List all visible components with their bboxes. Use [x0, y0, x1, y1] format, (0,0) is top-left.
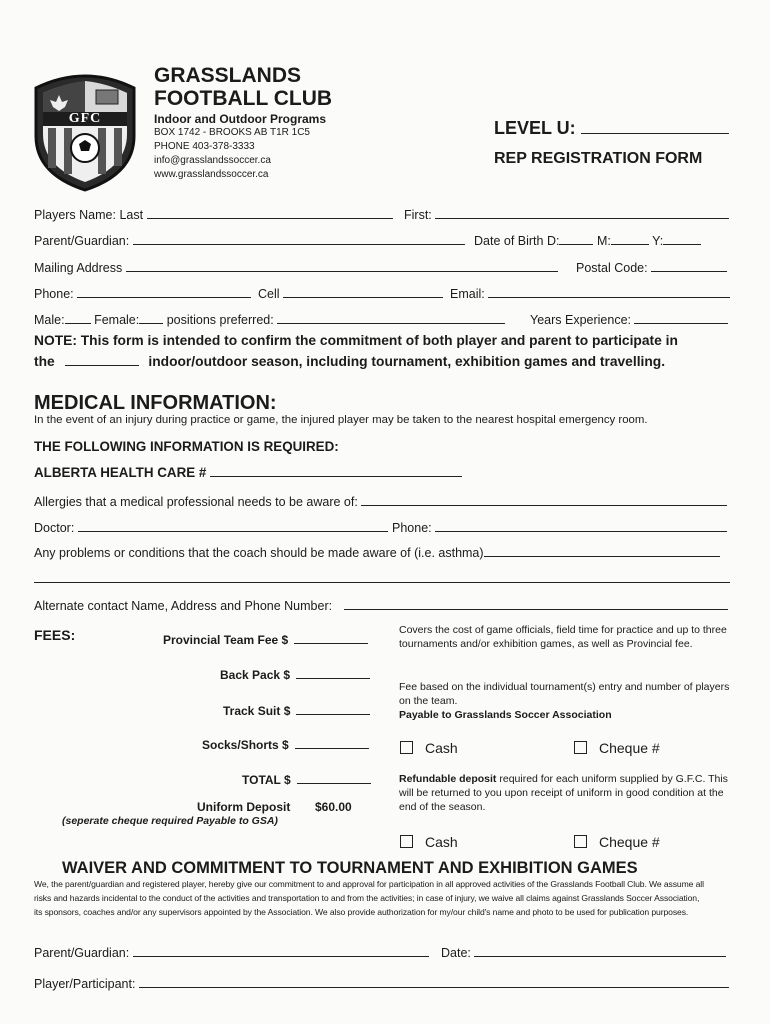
waiver-line1: We, the parent/guardian and registered player, hereby give our commitment to and approval for participation in all approved activities of the Grasslands Football Club. We assume all: [34, 879, 704, 889]
first-name-label: First:: [404, 208, 432, 222]
club-subtitle: Indoor and Outdoor Programs: [154, 112, 327, 126]
positions-label: positions preferred:: [166, 313, 274, 327]
deposit-cheque-checkbox[interactable]: [574, 835, 587, 848]
form-title: REP REGISTRATION FORM: [494, 150, 703, 167]
alternate-label: Alternate contact Name, Address and Phone Number:: [34, 599, 333, 613]
cash-checkbox[interactable]: [400, 741, 413, 754]
deposit-cash-checkbox[interactable]: [400, 835, 413, 848]
problems-field-line2[interactable]: [34, 582, 730, 583]
parent-field[interactable]: [133, 232, 465, 245]
deposit-cash-option[interactable]: [400, 834, 458, 850]
club-address: BOX 1742 - BROOKS AB T1R 1C5: [154, 127, 310, 138]
players-name-row: [34, 206, 393, 222]
fees-cheque-option[interactable]: [574, 740, 660, 756]
waiver-player-label: Player/Participant:: [34, 977, 136, 991]
injury-text: In the event of an injury during practice or game, the injured player may be taken to the nearest hospital emergency room.: [34, 414, 648, 426]
first-name-row: [404, 206, 729, 222]
fees-cash-option[interactable]: [400, 740, 458, 756]
allergies-label: Allergies that a medical professional needs to be aware of:: [34, 495, 358, 509]
waiver-date-row: [441, 944, 726, 960]
alternate-row: [34, 597, 728, 613]
socks-row: [202, 736, 369, 752]
dob-day-field[interactable]: [559, 232, 593, 245]
dob-day-label: Date of Birth D:: [474, 234, 560, 248]
gender-row: [34, 311, 505, 327]
parent-label: Parent/Guardian:: [34, 234, 130, 248]
doctor-phone-label: Phone:: [392, 521, 432, 535]
waiver-parent-row: [34, 944, 429, 960]
note-line2: [34, 353, 665, 369]
club-website: www.grasslandssoccer.ca: [154, 169, 269, 180]
parent-row: [34, 232, 465, 248]
refundable-rest: required for each uniform supplied by G.F.C. This will be returned to you upon receipt of uniform in good condition at the end of the season.: [399, 773, 728, 813]
backpack-label: Back Pack $: [220, 668, 291, 682]
mailing-row: [34, 259, 558, 275]
level-field[interactable]: [581, 119, 729, 134]
male-field[interactable]: [65, 311, 91, 324]
tracksuit-field[interactable]: [296, 702, 370, 715]
female-field[interactable]: [139, 311, 163, 324]
email-field[interactable]: [488, 285, 730, 298]
note-line2-end: indoor/outdoor season, including tournament, exhibition games and travelling.: [148, 354, 666, 369]
dob-month-field[interactable]: [611, 232, 649, 245]
backpack-field[interactable]: [296, 666, 370, 679]
provincial-fee-row: [163, 631, 368, 647]
email-row: [450, 285, 730, 301]
first-name-field[interactable]: [435, 206, 729, 219]
note-line2-start: the: [34, 354, 55, 369]
deposit-cash-label: Cash: [425, 834, 458, 850]
uniform-deposit-amount: $60.00: [315, 800, 352, 814]
club-phone: PHONE 403-378-3333: [154, 141, 255, 152]
players-name-label: Players Name: Last: [34, 208, 144, 222]
allergies-row: [34, 493, 727, 509]
female-label: Female:: [94, 313, 140, 327]
total-field[interactable]: [297, 771, 371, 784]
total-label: TOTAL $: [242, 773, 291, 787]
health-care-row: [34, 464, 462, 480]
socks-field[interactable]: [295, 736, 369, 749]
medical-heading: MEDICAL INFORMATION:: [34, 392, 277, 414]
waiver-parent-signature[interactable]: [133, 944, 429, 957]
provincial-fee-field[interactable]: [294, 631, 368, 644]
waiver-date-label: Date:: [441, 946, 471, 960]
uniform-deposit-note: (seperate cheque required Payable to GSA): [62, 815, 278, 827]
provincial-fee-label: Provincial Team Fee $: [163, 633, 289, 647]
email-label: Email:: [450, 287, 485, 301]
postal-row: [576, 259, 727, 275]
years-field[interactable]: [634, 311, 728, 324]
dob-year-label: Y:: [652, 234, 664, 248]
mailing-field[interactable]: [126, 259, 558, 272]
years-row: [530, 311, 728, 327]
waiver-player-row: [34, 975, 729, 991]
dob-month-label: M:: [596, 234, 611, 248]
deposit-cheque-option[interactable]: [574, 834, 660, 850]
health-care-field[interactable]: [210, 464, 462, 477]
allergies-field[interactable]: [361, 493, 727, 506]
waiver-line3: its sponsors, coaches and/or any supervisors appointed by the Association. We also provide authorization for my/our child's name and photo to be used for publication purposes.: [34, 907, 689, 917]
last-name-field[interactable]: [147, 206, 393, 219]
season-field[interactable]: [65, 353, 139, 366]
level-label: [494, 118, 729, 139]
postal-field[interactable]: [651, 259, 727, 272]
level-label-text: LEVEL U:: [494, 118, 576, 138]
note-line1: NOTE: This form is intended to confirm the commitment of both player and parent to participate in: [34, 333, 678, 348]
fee-based-text: Fee based on the individual tournament(s) entry and number of players on the team.: [399, 681, 730, 707]
health-care-label: ALBERTA HEALTH CARE #: [34, 465, 207, 480]
waiver-player-signature[interactable]: [139, 975, 729, 988]
tracksuit-row: [223, 702, 370, 718]
payable-text: Payable to Grasslands Soccer Association: [399, 709, 612, 721]
required-heading: THE FOLLOWING INFORMATION IS REQUIRED:: [34, 439, 339, 454]
problems-field[interactable]: [484, 544, 720, 557]
uniform-deposit-label: Uniform Deposit: [197, 800, 291, 814]
deposit-cheque-label: Cheque #: [599, 834, 660, 850]
postal-label: Postal Code:: [576, 261, 648, 275]
positions-field[interactable]: [277, 311, 505, 324]
refundable-text: [399, 772, 731, 814]
cheque-label: Cheque #: [599, 740, 660, 756]
club-name-line2: FOOTBALL CLUB: [154, 87, 333, 110]
dob-year-field[interactable]: [663, 232, 701, 245]
cell-row: [258, 285, 443, 301]
waiver-parent-label: Parent/Guardian:: [34, 946, 130, 960]
refundable-bold: Refundable deposit: [399, 773, 497, 785]
doctor-field[interactable]: [78, 519, 388, 532]
alternate-field[interactable]: [344, 597, 728, 610]
cheque-checkbox[interactable]: [574, 741, 587, 754]
club-logo: [30, 66, 140, 192]
cell-field[interactable]: [283, 285, 443, 298]
cash-label: Cash: [425, 740, 458, 756]
doctor-phone-field[interactable]: [435, 519, 727, 532]
doctor-phone-row: [392, 519, 727, 535]
male-label: Male:: [34, 313, 65, 327]
tracksuit-label: Track Suit $: [223, 704, 291, 718]
waiver-heading: WAIVER AND COMMITMENT TO TOURNAMENT AND EXHIBITION GAMES: [62, 859, 638, 877]
logo-text: GFC: [68, 111, 102, 126]
phone-field[interactable]: [77, 285, 251, 298]
backpack-row: [220, 666, 370, 682]
waiver-line2: risks and hazards incidental to the conduct of the activities and transportation to and from the activities; in case of injury, we waive all claims against Grasslands Soccer Association,: [34, 893, 700, 903]
socks-label: Socks/Shorts $: [202, 738, 289, 752]
doctor-label: Doctor:: [34, 521, 75, 535]
cell-label: Cell: [258, 287, 280, 301]
dob-row: [474, 232, 701, 248]
total-row: [242, 771, 371, 787]
club-crest-icon: [30, 66, 140, 192]
club-name-line1: GRASSLANDS: [154, 64, 302, 87]
club-email: info@grasslandssoccer.ca: [154, 155, 271, 166]
problems-row: [34, 544, 720, 560]
problems-label: Any problems or conditions that the coach should be made aware of (i.e. asthma): [34, 546, 484, 560]
phone-row: [34, 285, 251, 301]
doctor-row: [34, 519, 388, 535]
mailing-label: Mailing Address: [34, 261, 123, 275]
years-label: Years Experience:: [530, 313, 631, 327]
fees-heading: FEES:: [34, 627, 76, 643]
phone-label: Phone:: [34, 287, 74, 301]
waiver-date-field[interactable]: [474, 944, 726, 957]
covers-text: Covers the cost of game officials, field time for practice and up to three tournaments and/or exhibition games, as well as Provincial fee.: [399, 624, 727, 650]
